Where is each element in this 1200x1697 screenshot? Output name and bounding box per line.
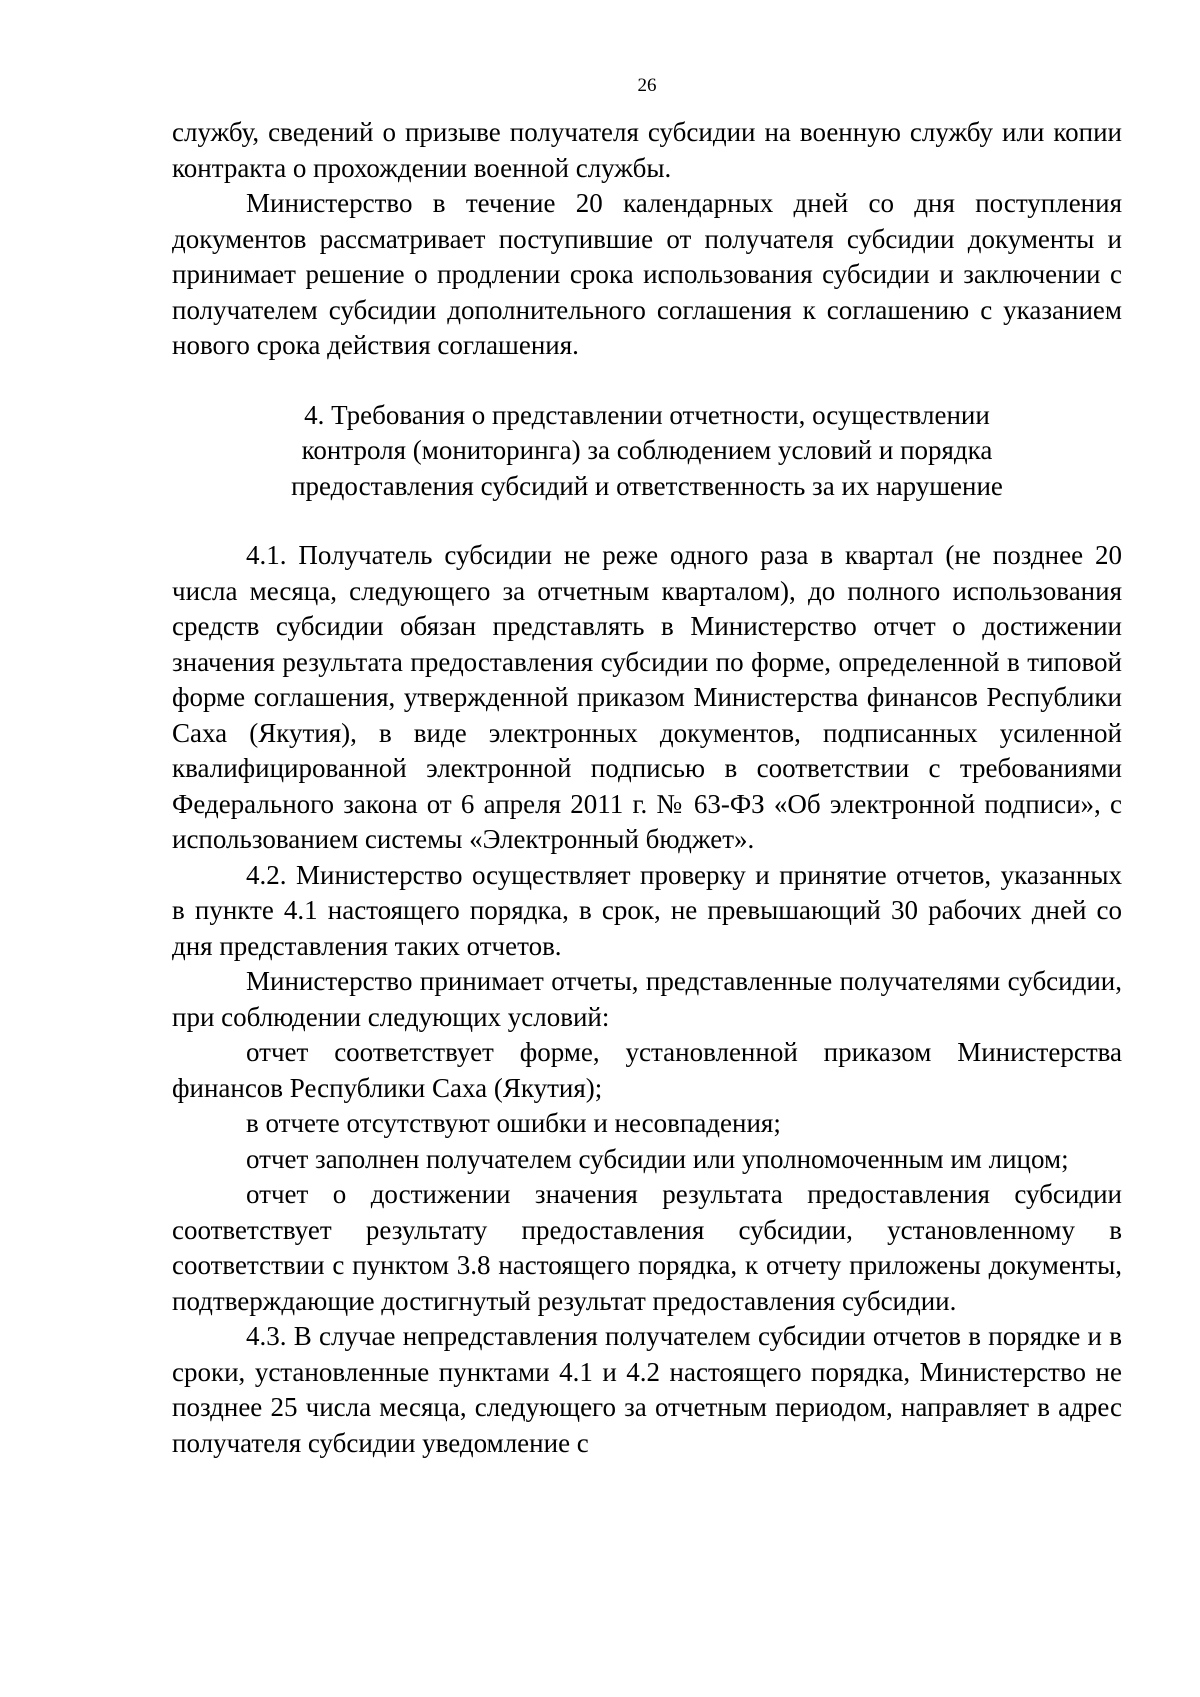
paragraph-ministry-review: Министерство в течение 20 календарных дней со дня поступления документов рассматривает поступившие от получателя субсидии документы и принимает решение о продлении срока использования субсидии и заключении с получателем субсидии дополнительного соглашения к соглашению с указанием нового срока действия соглашения. [172,188,1122,360]
page-number: 26 [637,75,657,96]
paragraph-4-1: 4.1. Получатель субсидии не реже одного раза в квартал (не позднее 20 числа месяца, следующего за отчетным кварталом), до полного использования средств субсидии обязан представлять в Министерство отчет о достижении значения результата предоставления субсидии по форме, определенной в типовой форме соглашения, утвержденной приказом Министерства финансов Республики Саха (Якутия), в виде электронных документов, подписанных усиленной квалифицированной электронной подписью в соответствии с требованиями Федерального закона от 6 апреля 2011 г. № 63-ФЗ «Об электронной подписи», с использованием системы «Электронный бюджет». [172,540,1122,854]
section-heading-line: предоставления субсидий и ответственность за их нарушение [291,470,1003,501]
paragraph-condition-signer: отчет заполнен получателем субсидии или уполномоченным им лицом; [246,1143,1069,1174]
paragraph-4-3: 4.3. В случае непредставления получателем субсидии отчетов в порядке и в сроки, установленные пунктами 4.1 и 4.2 настоящего порядка, Министерство не позднее 25 числа месяца, следующего за отчетным периодом, направляет в адрес получателя субсидии уведомление с [172,1321,1122,1458]
section-heading [172,398,1122,505]
paragraph-condition-form: отчет соответствует форме, установленной приказом Министерства финансов Республики Саха (Якутия); [172,1037,1122,1103]
paragraph-acceptance-conditions: Министерство принимает отчеты, представленные получателями субсидии, при соблюдении следующих условий: [172,966,1122,1032]
document-page [172,60,1122,1461]
paragraph-condition-result: отчет о достижении значения результата предоставления субсидии соответствует результату предоставления субсидии, установленному в соответствии с пунктом 3.8 настоящего порядка, к отчету приложены документы, подтверждающие достигнутый результат предоставления субсидии. [172,1179,1122,1316]
paragraph-4-2: 4.2. Министерство осуществляет проверку и принятие отчетов, указанных в пункте 4.1 настоящего порядка, в срок, не превышающий 30 рабочих дней со дня представления таких отчетов. [172,859,1122,961]
section-heading-line: контроля (мониторинга) за соблюдением условий и порядка [301,435,993,465]
paragraph-condition-errors: в отчете отсутствуют ошибки и несовпадения; [246,1108,781,1138]
section-heading-line: 4. Требования о представлении отчетности, осуществлении [304,399,990,430]
paragraph-continuation: службу, сведений о призыве получателя субсидии на военную службу или копии контракта о прохождении военной службы. [172,117,1122,183]
